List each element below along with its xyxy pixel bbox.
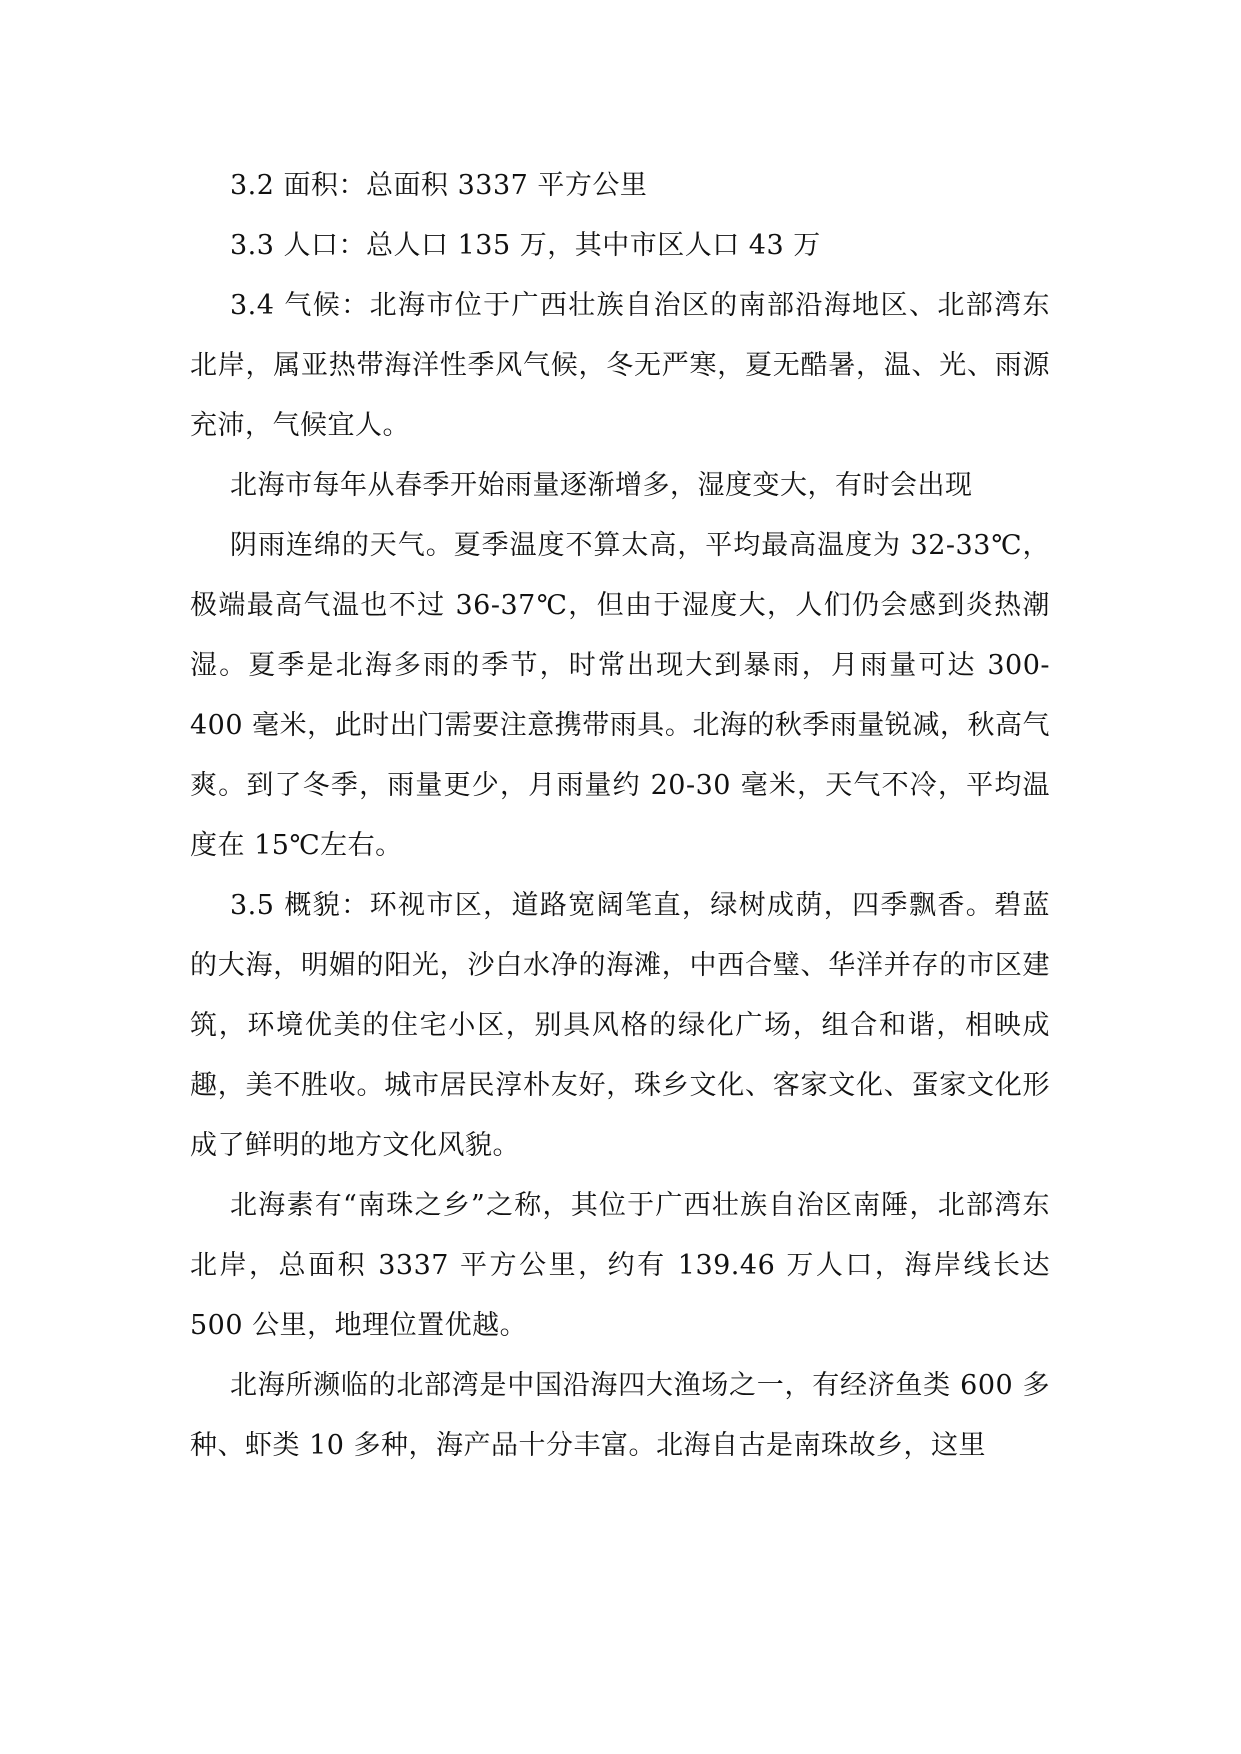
document-page	[190, 156, 1050, 1476]
paragraph-seasons: 阴雨连绵的天气。夏季温度不算太高，平均最高温度为 32-33℃，极端最高气温也不过 36-37℃，但由于湿度大，人们仍会感到炎热潮湿。夏季是北海多雨的季节，时常出现大到暴雨，月雨量可达 300-400 毫米，此时出门需要注意携带雨具。北海的秋季雨量锐减，秋高气爽。到了冬季，雨量更少，月雨量约 20-30 毫米，天气不冷，平均温度在 15℃左右。	[190, 530, 1050, 861]
paragraph-climate: 3.4 气候：北海市位于广西壮族自治区的南部沿海地区、北部湾东北岸，属亚热带海洋性季风气候，冬无严寒，夏无酷暑，温、光、雨源充沛，气候宜人。	[190, 290, 1050, 441]
paragraph-population: 3.3 人口：总人口 135 万，其中市区人口 43 万	[230, 230, 821, 261]
paragraph-overview: 3.5 概貌：环视市区，道路宽阔笔直，绿树成荫，四季飘香。碧蓝的大海，明媚的阳光，沙白水净的海滩，中西合璧、华洋并存的市区建筑，环境优美的住宅小区，别具风格的绿化广场，组合和谐，相映成趣，美不胜收。城市居民淳朴友好，珠乡文化、客家文化、蛋家文化形成了鲜明的地方文化风貌。	[190, 890, 1050, 1161]
paragraph-spring-rain: 北海市每年从春季开始雨量逐渐增多，湿度变大，有时会出现	[230, 470, 973, 501]
paragraph-fishery: 北海所濒临的北部湾是中国沿海四大渔场之一，有经济鱼类 600 多种、虾类 10 多种，海产品十分丰富。北海自古是南珠故乡，这里	[190, 1370, 1050, 1461]
paragraph-pearl-hometown: 北海素有“南珠之乡”之称，其位于广西壮族自治区南陲，北部湾东北岸，总面积 3337 平方公里，约有 139.46 万人口，海岸线长达 500 公里，地理位置优越。	[190, 1190, 1050, 1341]
paragraph-area: 3.2 面积：总面积 3337 平方公里	[230, 170, 648, 201]
